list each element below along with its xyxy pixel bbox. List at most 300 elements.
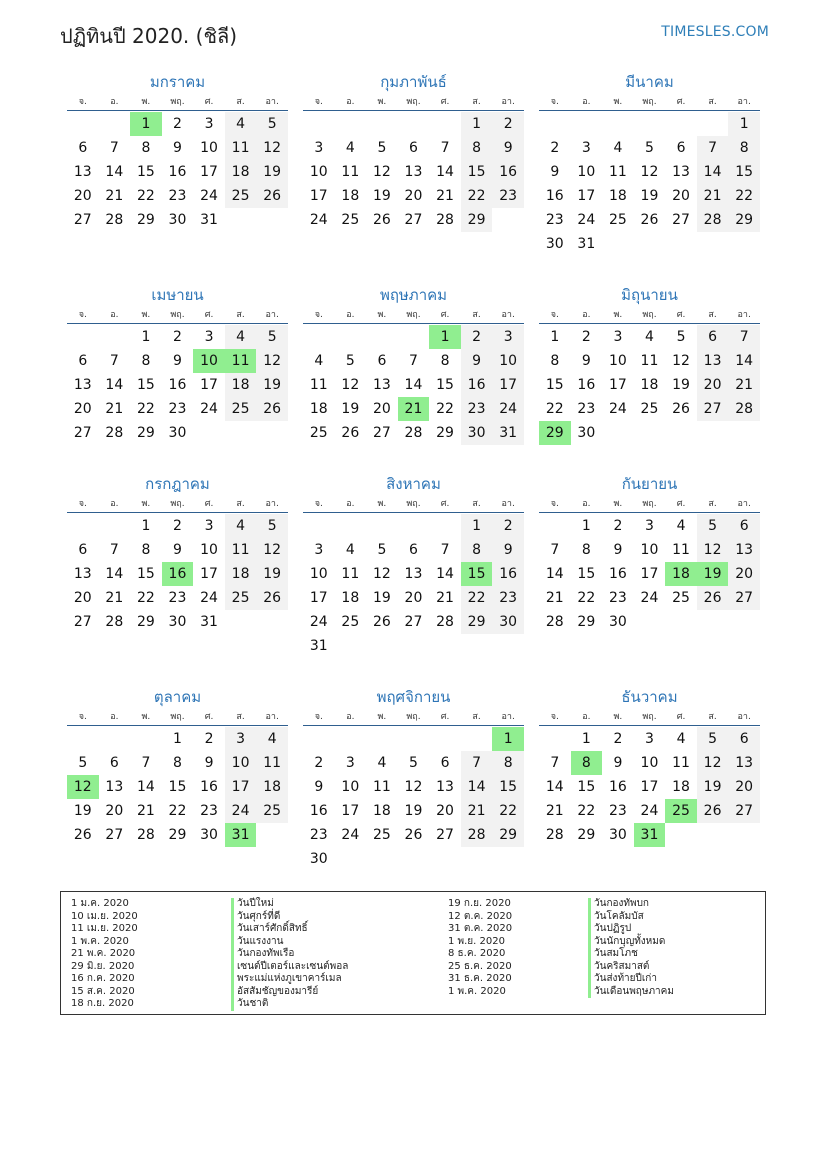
weekday-label: ศ. — [440, 712, 450, 722]
day-cell: 6 — [377, 353, 387, 369]
day-cell: 22 — [728, 184, 760, 208]
day-cell: 19 — [404, 803, 423, 819]
day-cell: 19 — [372, 590, 391, 606]
legend-date: 10 เม.ย. 2020 — [71, 910, 138, 922]
weekday-label: ส. — [708, 97, 717, 107]
day-cell: 27 — [73, 614, 92, 630]
day-cell: 22 — [492, 799, 524, 823]
weekday-header — [539, 94, 760, 111]
holiday-day-cell: 1 — [492, 727, 524, 751]
day-cell: 10 — [577, 164, 596, 180]
day-cell: 22 — [577, 803, 596, 819]
day-cell: 16 — [461, 373, 493, 397]
day-grid — [539, 514, 760, 634]
weekday-label: พฤ. — [642, 499, 657, 509]
day-cell: 29 — [492, 823, 524, 847]
day-cell: 7 — [109, 140, 119, 156]
weekday-label: พฤ. — [406, 712, 421, 722]
day-cell: 13 — [697, 349, 729, 373]
day-cell: 2 — [492, 112, 524, 136]
day-cell: 30 — [608, 827, 627, 843]
day-cell: 21 — [545, 590, 564, 606]
day-cell: 27 — [404, 614, 423, 630]
day-cell: 15 — [436, 377, 454, 393]
empty-cell — [366, 325, 398, 349]
day-cell: 22 — [136, 590, 155, 606]
day-cell: 24 — [341, 827, 360, 843]
legend-date: 1 พ.ค. 2020 — [448, 985, 506, 997]
legend-date: 25 ธ.ค. 2020 — [448, 960, 512, 972]
day-cell: 28 — [105, 425, 124, 441]
day-grid — [303, 727, 524, 871]
day-cell: 8 — [492, 751, 524, 775]
day-cell: 13 — [73, 377, 92, 393]
legend-date: 1 ม.ค. 2020 — [71, 898, 129, 909]
day-cell: 5 — [697, 727, 729, 751]
day-cell: 7 — [141, 755, 151, 771]
day-cell: 20 — [372, 401, 391, 417]
empty-cell — [303, 727, 335, 751]
day-cell: 6 — [728, 727, 760, 751]
day-cell: 25 — [608, 212, 627, 228]
day-cell: 7 — [440, 140, 450, 156]
day-cell: 23 — [461, 397, 493, 421]
day-cell: 6 — [697, 325, 729, 349]
day-cell: 6 — [109, 755, 119, 771]
empty-cell — [335, 112, 367, 136]
weekday-label: จ. — [314, 712, 323, 722]
day-cell: 28 — [404, 425, 423, 441]
weekday-label: อ. — [110, 310, 119, 320]
day-cell: 27 — [73, 425, 92, 441]
legend-holiday-name: วันคริสมาสต์ — [588, 961, 674, 974]
day-cell: 20 — [672, 188, 690, 204]
day-cell: 21 — [105, 401, 124, 417]
weekday-header — [67, 496, 288, 513]
day-cell: 30 — [608, 614, 627, 630]
legend-holiday-name: วันกองทัพเรือ — [231, 948, 348, 961]
day-cell: 9 — [314, 779, 324, 795]
day-cell: 9 — [173, 542, 182, 558]
day-cell: 6 — [78, 542, 88, 558]
day-cell: 7 — [409, 353, 418, 369]
weekday-header — [67, 709, 288, 726]
weekday-label: ศ. — [440, 310, 450, 320]
day-cell: 16 — [168, 164, 187, 180]
day-cell: 15 — [492, 775, 524, 799]
day-cell: 19 — [640, 188, 659, 204]
day-cell: 18 — [225, 160, 257, 184]
day-cell: 26 — [372, 212, 391, 228]
day-cell: 24 — [200, 590, 218, 606]
weekday-header — [67, 94, 288, 111]
site-link[interactable]: TIMESLES.COM — [661, 24, 769, 40]
day-cell: 26 — [341, 425, 360, 441]
day-cell: 2 — [581, 329, 591, 345]
legend-holiday-name: วันโคลัมบัส — [588, 911, 674, 924]
day-cell: 11 — [256, 751, 288, 775]
day-cell: 5 — [256, 325, 288, 349]
weekday-label: พ. — [141, 712, 151, 722]
day-cell: 22 — [136, 188, 155, 204]
day-grid — [303, 514, 524, 658]
weekday-label: อ. — [110, 97, 119, 107]
day-cell: 8 — [461, 136, 493, 160]
day-cell: 23 — [168, 401, 187, 417]
day-cell: 7 — [728, 325, 760, 349]
day-cell: 12 — [672, 353, 690, 369]
day-cell: 22 — [461, 586, 493, 610]
day-cell: 28 — [105, 614, 124, 630]
holiday-day-cell: 11 — [225, 349, 257, 373]
day-cell: 25 — [309, 425, 328, 441]
day-cell: 2 — [613, 731, 623, 747]
day-cell: 12 — [341, 377, 360, 393]
day-cell: 5 — [377, 140, 387, 156]
weekday-label: พ. — [377, 310, 387, 320]
day-cell: 23 — [492, 184, 524, 208]
day-grid — [303, 325, 524, 445]
day-cell: 28 — [461, 823, 493, 847]
holiday-day-cell: 1 — [429, 325, 461, 349]
weekday-label: อ. — [582, 97, 591, 107]
day-cell: 28 — [728, 397, 760, 421]
day-cell: 1 — [461, 112, 493, 136]
weekday-header — [67, 307, 288, 324]
empty-cell — [366, 727, 398, 751]
day-cell: 2 — [492, 514, 524, 538]
day-cell: 23 — [492, 586, 524, 610]
day-cell: 10 — [225, 751, 257, 775]
holiday-day-cell: 8 — [571, 751, 603, 775]
month-name: พฤศจิกายน — [376, 688, 451, 706]
day-cell: 9 — [492, 136, 524, 160]
legend-holiday-name: วันส่งท้ายปีเก่า — [588, 973, 674, 986]
month-block — [303, 685, 524, 871]
day-cell: 26 — [256, 184, 288, 208]
day-cell: 29 — [461, 208, 493, 232]
month-name: มิถุนายน — [621, 286, 678, 304]
legend-date: 15 ส.ค. 2020 — [71, 985, 135, 997]
empty-cell — [697, 112, 729, 136]
day-cell: 10 — [492, 349, 524, 373]
weekday-label: อา. — [737, 712, 751, 722]
day-cell: 27 — [73, 212, 92, 228]
day-cell: 19 — [256, 160, 288, 184]
weekday-label: อา. — [265, 499, 279, 509]
day-cell: 8 — [141, 353, 151, 369]
day-cell: 7 — [550, 542, 560, 558]
empty-cell — [67, 112, 99, 136]
weekday-label: พ. — [141, 499, 151, 509]
month-block — [303, 70, 524, 232]
day-cell: 14 — [728, 349, 760, 373]
day-cell: 27 — [672, 212, 690, 228]
legend-holiday-name: วันปีใหม่ — [231, 898, 348, 911]
day-cell: 17 — [492, 373, 524, 397]
page-title: ปฏิทินปี 2020. (ชิลี) — [60, 24, 238, 48]
day-cell: 2 — [550, 140, 560, 156]
day-cell: 23 — [577, 401, 596, 417]
day-cell: 17 — [200, 566, 218, 582]
empty-cell — [366, 112, 398, 136]
day-cell: 1 — [550, 329, 560, 345]
day-cell: 2 — [204, 731, 214, 747]
day-cell: 19 — [256, 373, 288, 397]
day-cell: 2 — [314, 755, 324, 771]
weekday-label: พฤ. — [170, 499, 185, 509]
empty-cell — [461, 727, 493, 751]
day-cell: 4 — [225, 325, 257, 349]
day-cell: 31 — [200, 212, 218, 228]
month-block — [67, 472, 288, 634]
legend-date: 21 พ.ค. 2020 — [71, 948, 136, 959]
day-cell: 5 — [256, 514, 288, 538]
day-cell: 17 — [577, 188, 596, 204]
weekday-label: พ. — [613, 97, 623, 107]
month-block — [303, 283, 524, 445]
holiday-day-cell: 18 — [665, 562, 697, 586]
legend-date: 11 เม.ย. 2020 — [71, 923, 138, 934]
day-cell: 17 — [309, 590, 328, 606]
day-cell: 16 — [168, 377, 187, 393]
legend-holiday-name: วันนักบุญทั้งหมด — [588, 936, 674, 949]
day-cell: 11 — [225, 538, 257, 562]
day-cell: 25 — [640, 401, 659, 417]
day-cell: 9 — [461, 349, 493, 373]
day-cell: 13 — [73, 566, 92, 582]
day-cell: 23 — [200, 803, 218, 819]
day-cell: 1 — [141, 329, 151, 345]
day-cell: 18 — [225, 373, 257, 397]
legend-date: 1 พ.ค. 2020 — [71, 935, 129, 947]
day-cell: 19 — [372, 188, 391, 204]
day-cell: 4 — [345, 140, 355, 156]
day-cell: 25 — [672, 590, 690, 606]
day-cell: 28 — [105, 212, 124, 228]
legend-holiday-name: วันเสาร์ศักดิ์สิทธิ์ — [231, 923, 348, 936]
weekday-label: อา. — [501, 712, 515, 722]
day-cell: 4 — [676, 518, 686, 534]
day-cell: 11 — [372, 779, 391, 795]
day-cell: 25 — [372, 827, 391, 843]
day-cell: 24 — [309, 614, 328, 630]
weekday-label: พ. — [141, 97, 151, 107]
weekday-label: พฤ. — [642, 310, 657, 320]
day-cell: 14 — [105, 164, 124, 180]
day-cell: 29 — [728, 208, 760, 232]
day-cell: 4 — [676, 731, 686, 747]
weekday-label: ส. — [472, 97, 481, 107]
weekday-label: ส. — [708, 499, 717, 509]
day-cell: 16 — [492, 562, 524, 586]
month-block — [539, 283, 760, 445]
day-cell: 23 — [309, 827, 328, 843]
day-grid — [67, 727, 288, 847]
holiday-day-cell: 10 — [193, 349, 225, 373]
day-cell: 10 — [341, 779, 360, 795]
day-cell: 9 — [492, 538, 524, 562]
day-cell: 17 — [608, 377, 627, 393]
day-cell: 3 — [314, 140, 324, 156]
weekday-label: อา. — [501, 310, 515, 320]
day-cell: 12 — [256, 349, 288, 373]
day-cell: 29 — [168, 827, 187, 843]
day-cell: 30 — [545, 236, 564, 252]
weekday-label: ศ. — [440, 97, 450, 107]
day-cell: 15 — [136, 377, 155, 393]
day-cell: 25 — [341, 614, 360, 630]
day-cell: 3 — [613, 329, 623, 345]
day-cell: 13 — [728, 751, 760, 775]
day-cell: 21 — [136, 803, 155, 819]
year-calendar — [67, 70, 760, 870]
weekday-label: ศ. — [676, 499, 686, 509]
empty-cell — [99, 727, 131, 751]
weekday-label: ส. — [472, 499, 481, 509]
day-cell: 26 — [256, 397, 288, 421]
day-cell: 8 — [581, 542, 591, 558]
day-cell: 26 — [404, 827, 423, 843]
day-cell: 27 — [728, 799, 760, 823]
day-grid — [67, 514, 288, 634]
month-block — [67, 70, 288, 232]
weekday-header — [539, 307, 760, 324]
day-cell: 4 — [256, 727, 288, 751]
day-cell: 14 — [404, 377, 423, 393]
day-cell: 16 — [309, 803, 328, 819]
weekday-label: จ. — [78, 97, 87, 107]
day-cell: 3 — [204, 116, 214, 132]
day-cell: 19 — [73, 803, 92, 819]
day-cell: 4 — [225, 514, 257, 538]
day-cell: 18 — [309, 401, 328, 417]
weekday-label: ส. — [236, 310, 245, 320]
empty-cell — [303, 514, 335, 538]
day-cell: 25 — [225, 397, 257, 421]
legend-date: 18 ก.ย. 2020 — [71, 998, 134, 1009]
day-cell: 21 — [436, 188, 454, 204]
legend-date: 1 พ.ย. 2020 — [448, 935, 505, 947]
day-cell: 7 — [550, 755, 560, 771]
day-cell: 2 — [173, 518, 182, 534]
weekday-label: อ. — [346, 97, 355, 107]
weekday-label: จ. — [78, 712, 87, 722]
day-cell: 11 — [225, 136, 257, 160]
day-cell: 29 — [136, 614, 155, 630]
day-cell: 9 — [613, 755, 623, 771]
day-cell: 3 — [645, 731, 654, 747]
day-cell: 10 — [309, 566, 328, 582]
day-grid — [539, 325, 760, 445]
day-cell: 17 — [200, 377, 218, 393]
month-block — [539, 685, 760, 847]
day-cell: 11 — [309, 377, 328, 393]
day-cell: 26 — [697, 799, 729, 823]
day-cell: 1 — [461, 514, 493, 538]
day-cell: 26 — [697, 586, 729, 610]
weekday-label: ศ. — [440, 499, 450, 509]
day-cell: 30 — [461, 421, 493, 445]
day-cell: 22 — [136, 401, 155, 417]
weekday-label: อา. — [501, 499, 515, 509]
day-cell: 14 — [545, 566, 564, 582]
weekday-label: พฤ. — [642, 712, 657, 722]
day-cell: 21 — [728, 373, 760, 397]
day-cell: 20 — [73, 188, 92, 204]
month-block — [67, 685, 288, 847]
legend-holiday-name: วันสมโภช — [588, 948, 674, 961]
weekday-label: ศ. — [204, 499, 214, 509]
weekday-header — [303, 709, 524, 726]
day-cell: 11 — [640, 353, 659, 369]
day-cell: 23 — [608, 803, 627, 819]
day-cell: 12 — [256, 538, 288, 562]
day-cell: 4 — [345, 542, 355, 558]
empty-cell — [67, 325, 99, 349]
day-cell: 20 — [697, 373, 729, 397]
day-cell: 28 — [436, 212, 454, 228]
day-cell: 8 — [550, 353, 560, 369]
day-cell: 12 — [372, 566, 391, 582]
weekday-label: พ. — [613, 310, 623, 320]
day-cell: 8 — [440, 353, 450, 369]
empty-cell — [539, 727, 571, 751]
day-cell: 12 — [697, 538, 729, 562]
day-cell: 29 — [136, 425, 155, 441]
weekday-header — [303, 307, 524, 324]
empty-cell — [429, 514, 461, 538]
day-cell: 26 — [672, 401, 690, 417]
day-cell: 7 — [109, 542, 119, 558]
weekday-label: จ. — [78, 310, 87, 320]
day-cell: 27 — [697, 397, 729, 421]
day-cell: 12 — [404, 779, 423, 795]
day-cell: 5 — [256, 112, 288, 136]
day-cell: 21 — [545, 803, 564, 819]
day-cell: 15 — [545, 377, 564, 393]
day-cell: 2 — [613, 518, 623, 534]
empty-cell — [99, 325, 131, 349]
day-cell: 25 — [225, 586, 257, 610]
day-cell: 10 — [640, 542, 659, 558]
day-cell: 13 — [672, 164, 690, 180]
weekday-header — [539, 496, 760, 513]
weekday-label: พฤ. — [170, 712, 185, 722]
empty-cell — [571, 112, 603, 136]
day-cell: 16 — [577, 377, 596, 393]
day-cell: 30 — [168, 614, 187, 630]
weekday-label: อ. — [582, 712, 591, 722]
legend-holiday-name: วันศุกร์ที่ดี — [231, 911, 348, 924]
day-cell: 6 — [78, 353, 88, 369]
legend-holiday-name: วันกองทัพบก — [588, 898, 674, 911]
day-cell: 10 — [640, 755, 659, 771]
day-cell: 17 — [200, 164, 218, 180]
day-cell: 7 — [461, 751, 493, 775]
weekday-label: ส. — [236, 712, 245, 722]
day-cell: 24 — [577, 212, 596, 228]
weekday-label: อ. — [582, 310, 591, 320]
day-cell: 28 — [545, 614, 564, 630]
day-cell: 6 — [728, 514, 760, 538]
weekday-label: ศ. — [676, 712, 686, 722]
day-cell: 21 — [461, 799, 493, 823]
legend-date: 31 ต.ค. 2020 — [448, 923, 513, 934]
holiday-day-cell: 15 — [461, 562, 493, 586]
day-cell: 21 — [105, 590, 124, 606]
day-cell: 3 — [314, 542, 324, 558]
